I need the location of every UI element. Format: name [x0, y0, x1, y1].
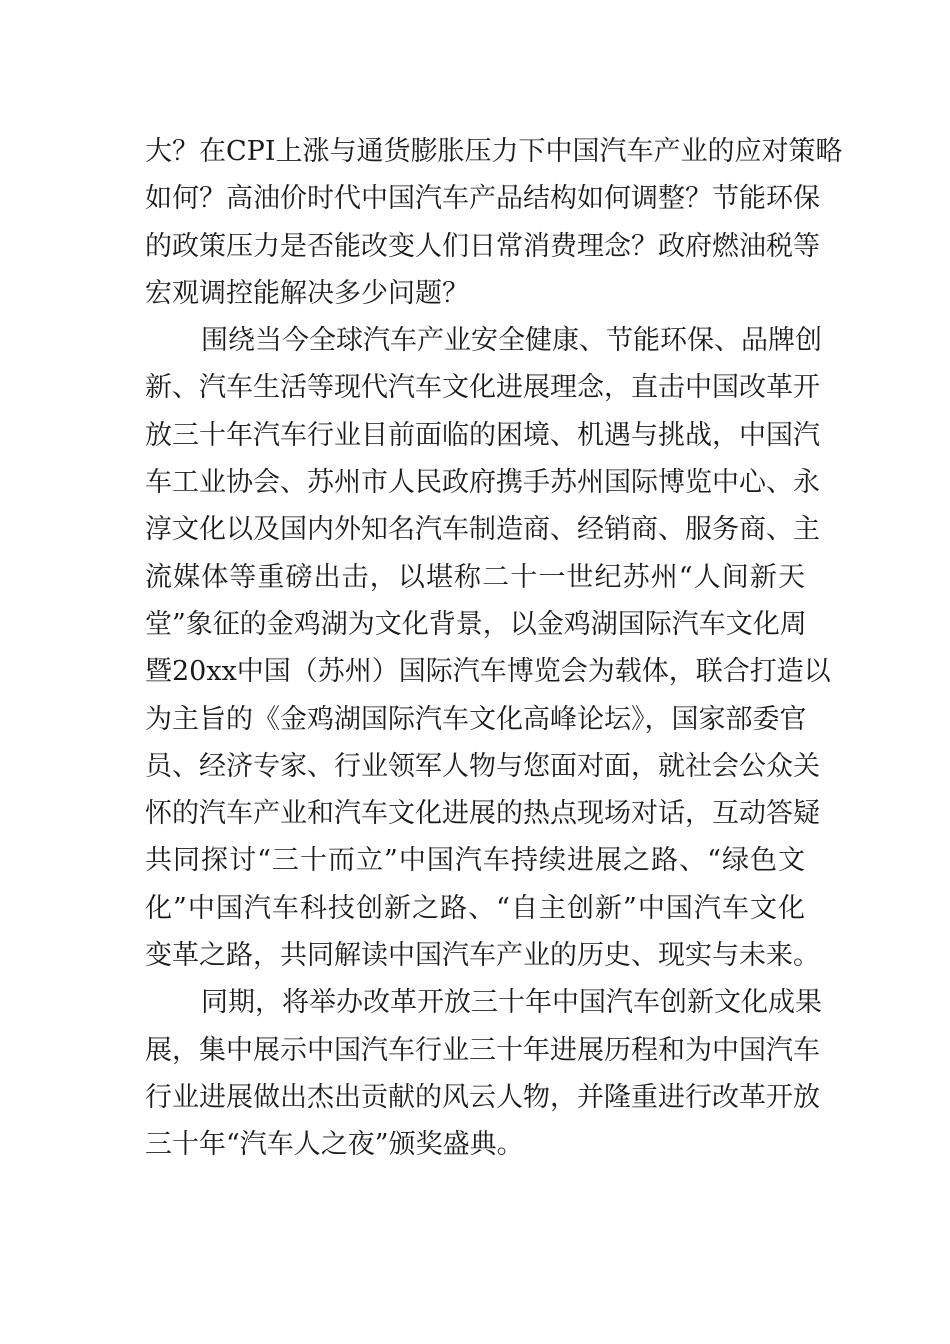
text-line: 大？在CPI上涨与通货膨胀压力下中国汽车产业的应对策略 [145, 136, 843, 167]
text-line: 共同探讨“三十而立”中国汽车持续进展之路、“绿色文 [145, 845, 805, 877]
text-line: 宏观调控能解决多少问题？ [145, 277, 469, 309]
text-line: 围绕当今全球汽车产业安全健康、节能环保、品牌创 [201, 325, 822, 357]
text-line: 怀的汽车产业和汽车文化进展的热点现场对话，互动答疑 [145, 798, 820, 830]
text-line: 暨20xx中国（苏州）国际汽车博览会为载体，联合打造以 [145, 656, 831, 688]
text-line: 展，集中展示中国汽车行业三十年进展历程和为中国汽车 [145, 1034, 820, 1066]
document-body [145, 128, 843, 1169]
paragraph-2 [145, 317, 831, 979]
text-line: 化”中国汽车科技创新之路、“自主创新”中国汽车文化 [145, 892, 805, 924]
text-line: 的政策压力是否能改变人们日常消费理念？政府燃油税等 [145, 230, 820, 262]
text-line: 为主旨的《金鸡湖国际汽车文化高峰论坛》，国家部委官 [145, 703, 807, 735]
text-line: 如何？高油价时代中国汽车产品结构如何调整？节能环保 [145, 183, 820, 215]
text-line: 行业进展做出杰出贡献的风云人物，并隆重进行改革开放 [145, 1081, 820, 1113]
text-line: 变革之路，共同解读中国汽车产业的历史、现实与未来。 [145, 940, 820, 972]
text-line: 车工业协会、苏州市人民政府携手苏州国际博览中心、永 [145, 467, 820, 499]
text-line: 淳文化以及国内外知名汽车制造商、经销商、服务商、主 [145, 514, 820, 546]
text-line: 三十年“汽车人之夜”颁奖盛典。 [145, 1129, 524, 1161]
text-line: 放三十年汽车行业目前面临的困境、机遇与挑战，中国汽 [145, 419, 820, 451]
paragraph-1 [145, 128, 843, 317]
text-line: 同期，将举办改革开放三十年中国汽车创新文化成果 [201, 987, 822, 1019]
text-line: 堂”象征的金鸡湖为文化背景，以金鸡湖国际汽车文化周 [145, 608, 807, 640]
text-line: 流媒体等重磅出击，以堪称二十一世纪苏州“人间新天 [145, 561, 805, 593]
text-line: 员、经济专家、行业领军人物与您面对面，就社会公众关 [145, 750, 820, 782]
text-line: 新、汽车生活等现代汽车文化进展理念，直击中国改革开 [145, 372, 820, 404]
paragraph-3 [145, 979, 822, 1168]
